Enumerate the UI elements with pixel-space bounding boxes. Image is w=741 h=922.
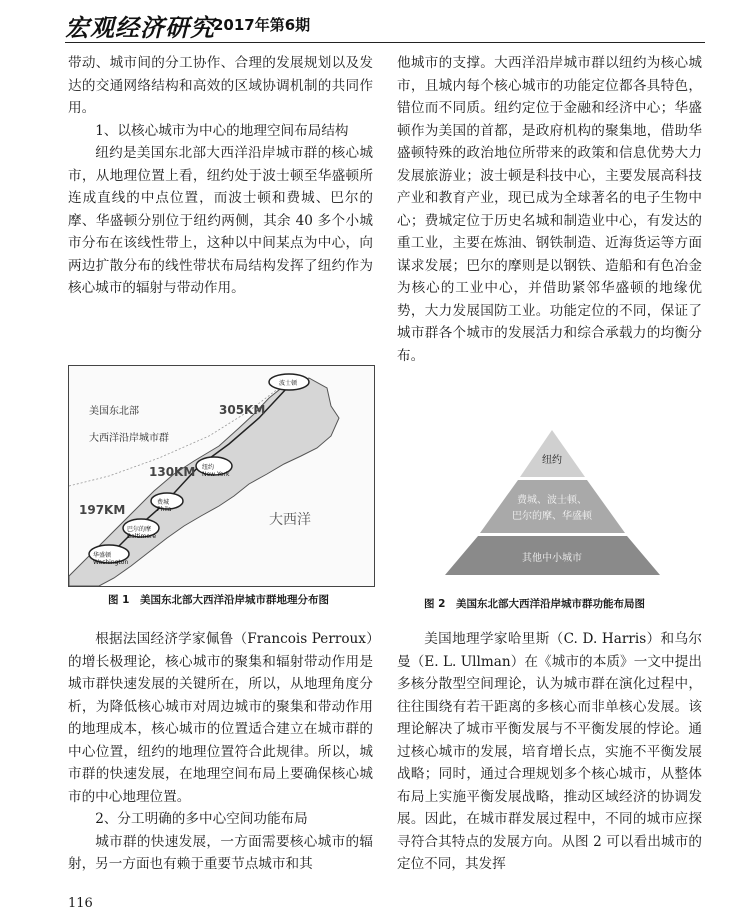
paragraph: 带动、城市间的分工协作、合理的发展规划以及发达的交通网络结构和高效的区域协调机制的共同作用。: [68, 55, 373, 116]
figure-1-map: [68, 365, 375, 587]
city-baltimore-label: 巴尔的摩 Baltimore: [127, 526, 157, 540]
distance-130: 130KM: [149, 465, 196, 479]
journal-name: 宏观经济研究: [65, 13, 215, 42]
pyramid-tier-mid: [480, 480, 625, 533]
tier-mid-label-1: 费城、波士顿、: [517, 495, 587, 506]
ocean-label: 大西洋: [269, 512, 311, 528]
distance-305: 305KM: [219, 403, 266, 417]
page-number: 116: [68, 896, 93, 911]
city-washington-label: 华盛顿 Washington: [93, 552, 129, 566]
region-label-2: 大西洋沿岸城市群: [89, 433, 169, 444]
city-philly-label: 费城 Phila: [157, 499, 172, 513]
section-heading: 1、以核心城市为中心的地理空间布局结构: [95, 122, 349, 139]
section-heading: 2、分工明确的多中心空间功能布局: [95, 811, 308, 827]
tier-top-label: 纽约: [542, 455, 562, 466]
city-newyork-label: 纽约 New York: [202, 464, 230, 478]
paragraph: 根据法国经济学家佩鲁（Francois Perroux）的增长极理论，核心城市的聚集和辐射带动作用是城市群快速发展的关键所在，所以，从地理角度分析，为降低核心城市对周边城市的聚集和带动作用的地理成本，核心城市的位置适合建立在城市群的中心位置，纽约的地理位置符合此规律。所以，城市群的快速发展，在地理空间布局上要确保核心城市的中心地理位置。: [68, 631, 373, 805]
tier-bottom-label: 其他中小城市: [522, 553, 582, 564]
city-boston-label: 波士顿: [279, 380, 298, 387]
paragraph: 美国地理学家哈里斯（C. D. Harris）和乌尔曼（E. L. Ullman）在《城市的本质》一文中提出多核分散型空间理论，认为城市群在演化过程中，往往围绕有若干距离的多核心而非单核心发展。该理论解决了城市平衡发展与不平衡发展的悖论。通过核心城市的发展，培育增长点，实施不平衡发展战略；同时，通过合理规划多个核心城市，从整体布局上实施平衡发展战略，推动区域经济的协调发展。因此，在城市群发展过程中，不同的城市应探寻符合其特点的发展方向。从图 2 可以看出城市的定位不同，其发挥: [397, 631, 702, 872]
pyramid-svg: [420, 415, 685, 580]
region-label-1: 美国东北部: [89, 406, 139, 417]
paragraph: 他城市的支撑。大西洋沿岸城市群以纽约为核心城市，且城内每个核心城市的功能定位都各具特色，错位而不同质。纽约定位于金融和经济中心；华盛顿作为美国的首都，是政府机构的聚集地，借助华盛顿特殊的政治地位所带来的政策和信息优势大力发展旅游业；波士顿是科技中心，主要发展高科技产业和教育产业，现已成为全球著名的电子生物中心；费城定位于历史名城和制造业中心，有发达的重工业，主要在炼油、钢铁制造、近海货运等方面谋求发展；巴尔的摩则是以钢铁、造船和有色冶金为核心的工业中心，并借助紧邻华盛顿的地缘优势，大力发展国防工业。功能定位的不同，保证了城市群各个城市的发展活力和综合承载力的均衡分布。: [397, 55, 702, 364]
tier-mid-label-2: 巴尔的摩、华盛顿: [512, 511, 592, 522]
issue-label: 2017年第6期: [213, 16, 311, 34]
paragraph: 纽约是美国东北部大西洋沿岸城市群的核心城市，从地理位置上看，纽约处于波士顿至华盛顿所连成直线的中点位置，而波士顿和费城、巴尔的摩、华盛顿分别位于纽约两侧，其余 40 多个小城市分布在该线性带上，这种以中间某点为中心，向两边扩散分布的线性带状布局结构发挥了纽约作为核心城市的辐射与带动作用。: [68, 145, 373, 296]
figure-1-caption: 图 1 美国东北部大西洋沿岸城市群地理分布图: [108, 594, 329, 606]
paragraph: 城市群的快速发展，一方面需要核心城市的辐射，另一方面也有赖于重要节点城市和其: [68, 833, 373, 872]
figure-2-pyramid: [420, 415, 685, 580]
page-header: [65, 6, 705, 40]
figure-2-caption: 图 2 美国东北部大西洋沿岸城市群功能布局图: [424, 598, 645, 610]
right-column-bottom: [397, 628, 702, 876]
right-column-top: [397, 52, 702, 367]
pyramid-tier-top: [520, 430, 585, 477]
left-column-top: [68, 52, 373, 300]
header-rule: [65, 42, 705, 43]
map-svg: [69, 366, 374, 586]
left-column-bottom: [68, 628, 373, 876]
distance-197: 197KM: [79, 503, 126, 517]
